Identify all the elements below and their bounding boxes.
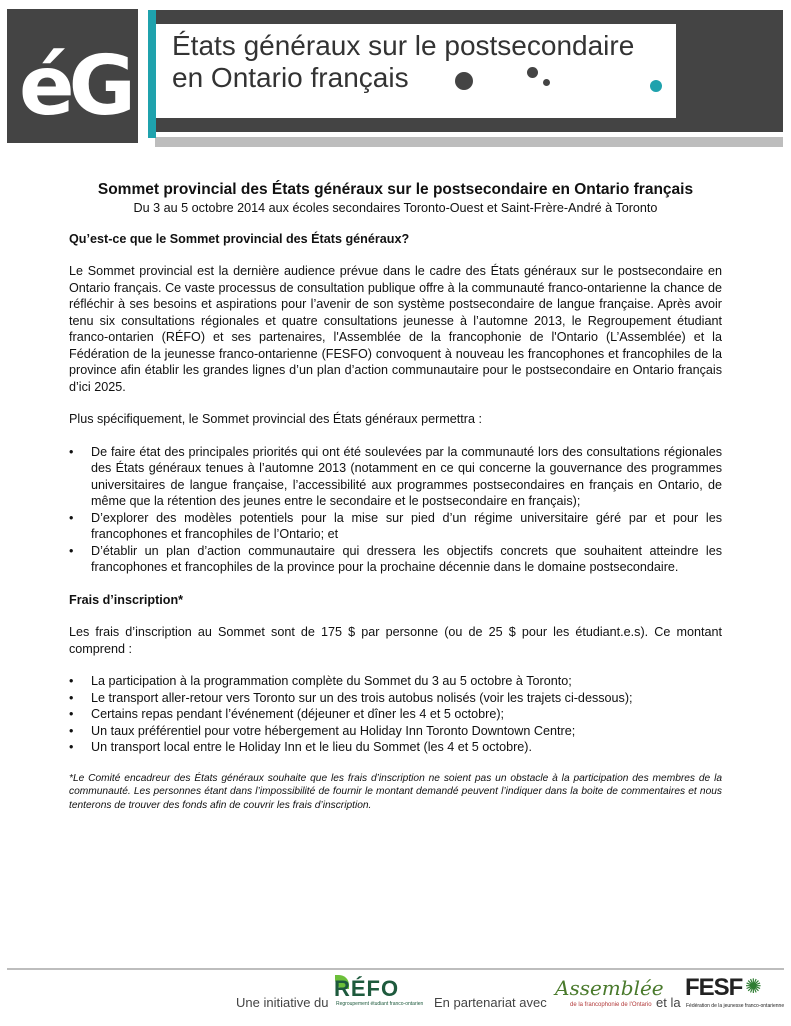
page-header <box>0 0 791 165</box>
page-footer <box>0 968 791 1024</box>
bullet-icon: • <box>69 543 74 558</box>
includes-list <box>69 673 722 756</box>
header-title <box>172 30 634 94</box>
header-bar-bottom <box>155 118 783 132</box>
fesfo-logo: FESF <box>685 974 743 1001</box>
bullet-icon: • <box>69 674 74 688</box>
include-item: • Certains repas pendant l’événement (déjeuner et dîner les 4 et 5 octobre); <box>69 707 505 721</box>
document-body <box>69 180 722 828</box>
logo-text: éG <box>19 39 130 134</box>
bullet-icon: • <box>69 510 74 525</box>
header-accent-bar <box>148 10 156 138</box>
bullet-icon: • <box>69 740 74 754</box>
section-heading-fees: Frais d’inscription* <box>69 592 184 607</box>
decor-dot-small <box>543 79 550 86</box>
paragraph-goals-intro: Plus spécifiquement, le Sommet provincial des États généraux permettra : <box>69 412 482 426</box>
refo-logo-caption: Regroupement étudiant franco-ontarien <box>336 1001 424 1007</box>
goal-item: • D’établir un plan d’action communautaire qui dressera les objectifs concrets que souhaitent atteindre les francophones et francophiles de la province pour la prochaine décennie dans le domaine postsecondaire. <box>69 543 722 574</box>
header-title-line1: États généraux sur le postsecondaire <box>172 30 635 61</box>
footnote: *Le Comité encadreur des États généraux souhaite que les frais d’inscription ne soient pas un obstacle à la participation des membres de la communauté. Les personnes étant dans l’impossibilité de fournir le montant demandé peuvent l’indiquer dans la boite de commentaires et nous tenterons de trouver des fonds afin de couvrir les frais d’inscription. <box>69 772 722 811</box>
fesfo-star-icon: ✺ <box>745 976 762 998</box>
bullet-icon: • <box>69 707 74 721</box>
decor-dot-large <box>455 72 473 90</box>
header-bar-right <box>676 10 783 118</box>
fesfo-logo-caption: Fédération de la jeunesse franco-ontarienne <box>686 1003 785 1009</box>
decor-dot-medium <box>527 67 538 78</box>
goal-item: • De faire état des principales priorités qui ont été soulevées par la communauté lors des consultations régionales des États généraux tenues à l’automne 2013 (notamment en ce qui concerne la gouvernance des programmes universitaires de langue française, l’accessibilité aux programmes postsecondaires en français en Ontario, de même que la rétention des jeunes entre le secondaire et le postsecondaire en français); <box>69 444 722 508</box>
include-item: • La participation à la programmation complète du Sommet du 3 au 5 octobre à Toronto; <box>69 674 572 688</box>
header-bar-light <box>155 137 783 147</box>
paragraph-intro: Le Sommet provincial est la dernière audience prévue dans le cadre des États généraux sur le postsecondaire en Ontario français. Ce vaste processus de consultation publique offre à la communauté franco-ontarienne la chance de réfléchir à ses besoins et aspirations pour l’avenir de son système postsecondaire de langue française. Après avoir tenu six consultations régionales et quatre consultations jeunesse à l’automne 2013, le Regroupement étudiant franco-ontarien (RÉFO) et ses partenaires, l'Assemblée de la francophonie de l'Ontario (L’Assemblée) et la Fédération de la jeunesse franco-ontarienne (FESFO) convoquent à nouveau les francophones et francophiles de la province afin établir les grandes lignes d’un plan d’action communautaire pour le postsecondaire en Ontario français d’ici 2025. <box>69 264 722 394</box>
goals-list <box>69 444 722 576</box>
include-item: • Un transport local entre le Holiday Inn et le lieu du Sommet (les 4 et 5 octobre). <box>69 740 533 754</box>
eg-logo <box>7 9 138 143</box>
footer-and-label: et la <box>656 995 681 1010</box>
decor-dot-teal <box>650 80 662 92</box>
goal-item: • D’explorer des modèles potentiels pour la mise sur pied d’un régime universitaire géré par et pour les francophones et francophiles de l’Ontario; et <box>69 510 722 541</box>
include-item: • Le transport aller-retour vers Toronto sur un des trois autobus nolisés (voir les trajets ci-dessous); <box>69 690 633 705</box>
document-title: Sommet provincial des États généraux sur le postsecondaire en Ontario français <box>97 181 694 198</box>
header-title-line2: en Ontario français <box>172 62 409 93</box>
refo-logo: RÉFO <box>334 976 400 1001</box>
bullet-icon: • <box>69 444 74 459</box>
document-subtitle: Du 3 au 5 octobre 2014 aux écoles secondaires Toronto-Ouest et Saint-Frère-André à Toronto <box>133 201 658 215</box>
paragraph-fees: Les frais d’inscription au Sommet sont de 175 $ par personne (ou de 25 $ pour les étudiant.e.s). Ce montant comprend : <box>69 625 722 656</box>
footer-partnership-label: En partenariat avec <box>434 995 547 1010</box>
assemblee-logo-caption: de la francophonie de l'Ontario <box>570 1002 652 1008</box>
section-heading-what: Qu’est-ce que le Sommet provincial des États généraux? <box>69 231 410 246</box>
bullet-icon: • <box>69 723 74 738</box>
bullet-icon: • <box>69 690 74 705</box>
include-item: • Un taux préférentiel pour votre hébergement au Holiday Inn Toronto Downtown Centre; <box>69 723 576 738</box>
footer-initiative-label: Une initiative du <box>236 995 329 1010</box>
assemblee-logo: Assemblée <box>555 976 664 1000</box>
